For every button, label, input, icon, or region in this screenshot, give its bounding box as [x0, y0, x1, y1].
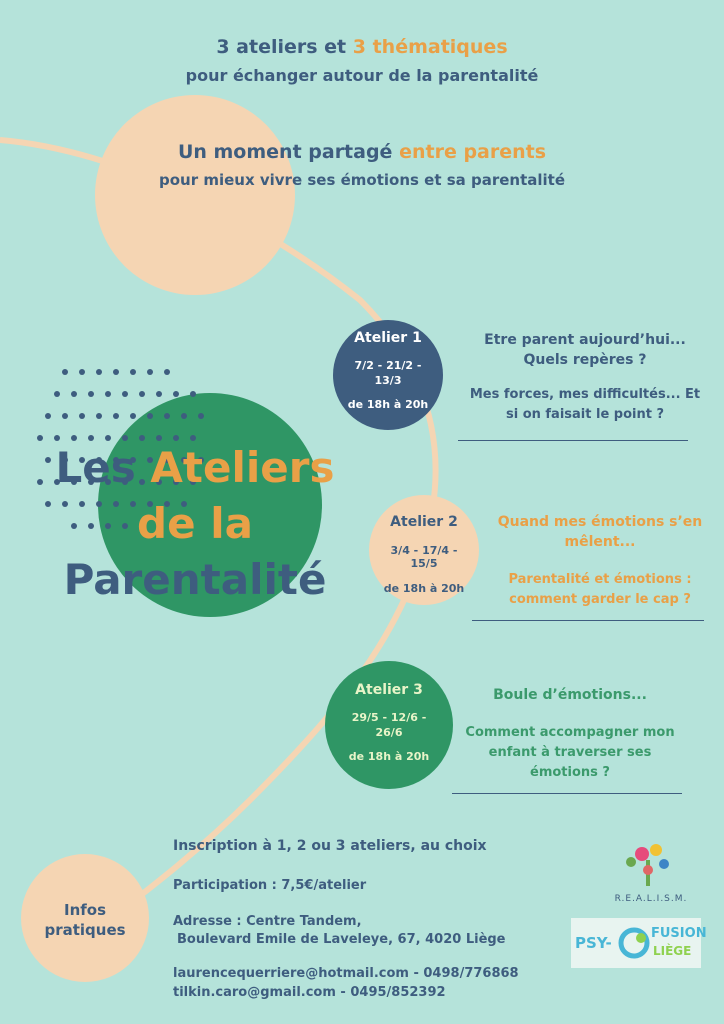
atelier3-theme: Boule d’émotions... [493, 687, 647, 703]
info-inscription: Inscription à 1, 2 ou 3 ateliers, au choix [173, 838, 487, 854]
pattern-dot [54, 391, 60, 397]
pattern-dot [79, 369, 85, 375]
pattern-dot [62, 369, 68, 375]
pattern-dot [139, 391, 145, 397]
pattern-dot [173, 391, 179, 397]
atelier2-detail: Parentalité et émotions : comment garder le cap ? [508, 572, 692, 607]
pattern-dot [156, 391, 162, 397]
pattern-dot [181, 413, 187, 419]
pattern-dot [122, 391, 128, 397]
pattern-dot [164, 369, 170, 375]
atelier2-theme: Quand mes émotions s’en mêlent... [497, 514, 703, 550]
title-parentalite: Parentalité [63, 555, 327, 604]
pattern-dot [96, 369, 102, 375]
pattern-dot [147, 369, 153, 375]
pattern-dot [147, 413, 153, 419]
pattern-dot [62, 413, 68, 419]
info-adresse2: Boulevard Emile de Laveleye, 67, 4020 Liège [177, 932, 506, 947]
realism-logo [596, 840, 706, 906]
pattern-dot [198, 413, 204, 419]
family-tree-icon [596, 840, 706, 890]
top-peach-circle [95, 95, 295, 295]
pattern-dot [96, 413, 102, 419]
atelier3-divider [452, 793, 682, 794]
atelier1-divider [458, 440, 688, 441]
atelier3-name: Atelier 3 [355, 682, 423, 698]
title-les: Les [55, 443, 151, 492]
info-contact1: laurencequerriere@hotmail.com - 0498/776868 [173, 966, 519, 981]
puzzle-icon [617, 926, 651, 960]
pattern-dot [105, 391, 111, 397]
atelier1-dates: 7/2 - 21/2 - 13/3 [354, 359, 422, 387]
info-participation: Participation : 7,5€/atelier [173, 878, 367, 893]
atelier2-time: de 18h à 20h [383, 582, 465, 595]
atelier3-time: de 18h à 20h [348, 750, 430, 763]
fusion-text: FUSION [651, 926, 707, 941]
infos-label: Infos pratiques [44, 901, 126, 939]
atelier2-dates: 3/4 - 17/4 - 15/5 [390, 544, 458, 570]
atelier1-theme: Etre parent aujourd’hui... Quels repères ? [484, 332, 686, 368]
atelier2-info [376, 514, 472, 595]
liege-text: LIÈGE [653, 944, 692, 958]
header-line1-part-a: 3 ateliers et [216, 36, 353, 58]
info-adresse1: Adresse : Centre Tandem, [173, 914, 362, 929]
atelier2-divider [472, 620, 704, 621]
atelier3-info [339, 682, 439, 763]
pattern-dot [113, 369, 119, 375]
atelier1-info [340, 330, 436, 411]
pattern-dot [88, 391, 94, 397]
realism-logo-text: R.E.A.L.I.S.M. [614, 894, 688, 904]
pattern-dot [130, 369, 136, 375]
header-line2: pour échanger autour de la parentalité [185, 66, 539, 85]
main-title [30, 440, 360, 608]
pattern-dot [45, 413, 51, 419]
pattern-dot [190, 391, 196, 397]
pattern-dot [164, 413, 170, 419]
header-line3-part-a: Un moment partagé [177, 141, 400, 163]
pattern-dot [130, 413, 136, 419]
header-line1-part-b: 3 thématiques [352, 36, 508, 58]
atelier2-name: Atelier 2 [390, 514, 458, 530]
title-de-la: de la [137, 499, 253, 548]
title-ateliers: Ateliers [150, 443, 335, 492]
header-line3-part-b: entre parents [399, 141, 547, 163]
header-line3 [0, 141, 724, 163]
atelier1-time: de 18h à 20h [347, 398, 429, 411]
pattern-dot [79, 413, 85, 419]
atelier1-name: Atelier 1 [354, 330, 422, 346]
info-contact2: tilkin.caro@gmail.com - 0495/852392 [173, 985, 446, 1000]
header-line1 [0, 36, 724, 58]
atelier3-dates: 29/5 - 12/6 - 26/6 [351, 711, 427, 739]
psy-fusion-logo [571, 918, 707, 968]
pattern-dot [113, 413, 119, 419]
atelier1-detail: Mes forces, mes difficultés... Et si on faisait le point ? [469, 387, 701, 422]
pattern-dot [71, 391, 77, 397]
header-line4: pour mieux vivre ses émotions et sa parentalité [158, 171, 566, 189]
psy-text: PSY- [575, 934, 612, 952]
atelier3-detail: Comment accompagner mon enfant à traverser ses émotions ? [465, 725, 675, 780]
